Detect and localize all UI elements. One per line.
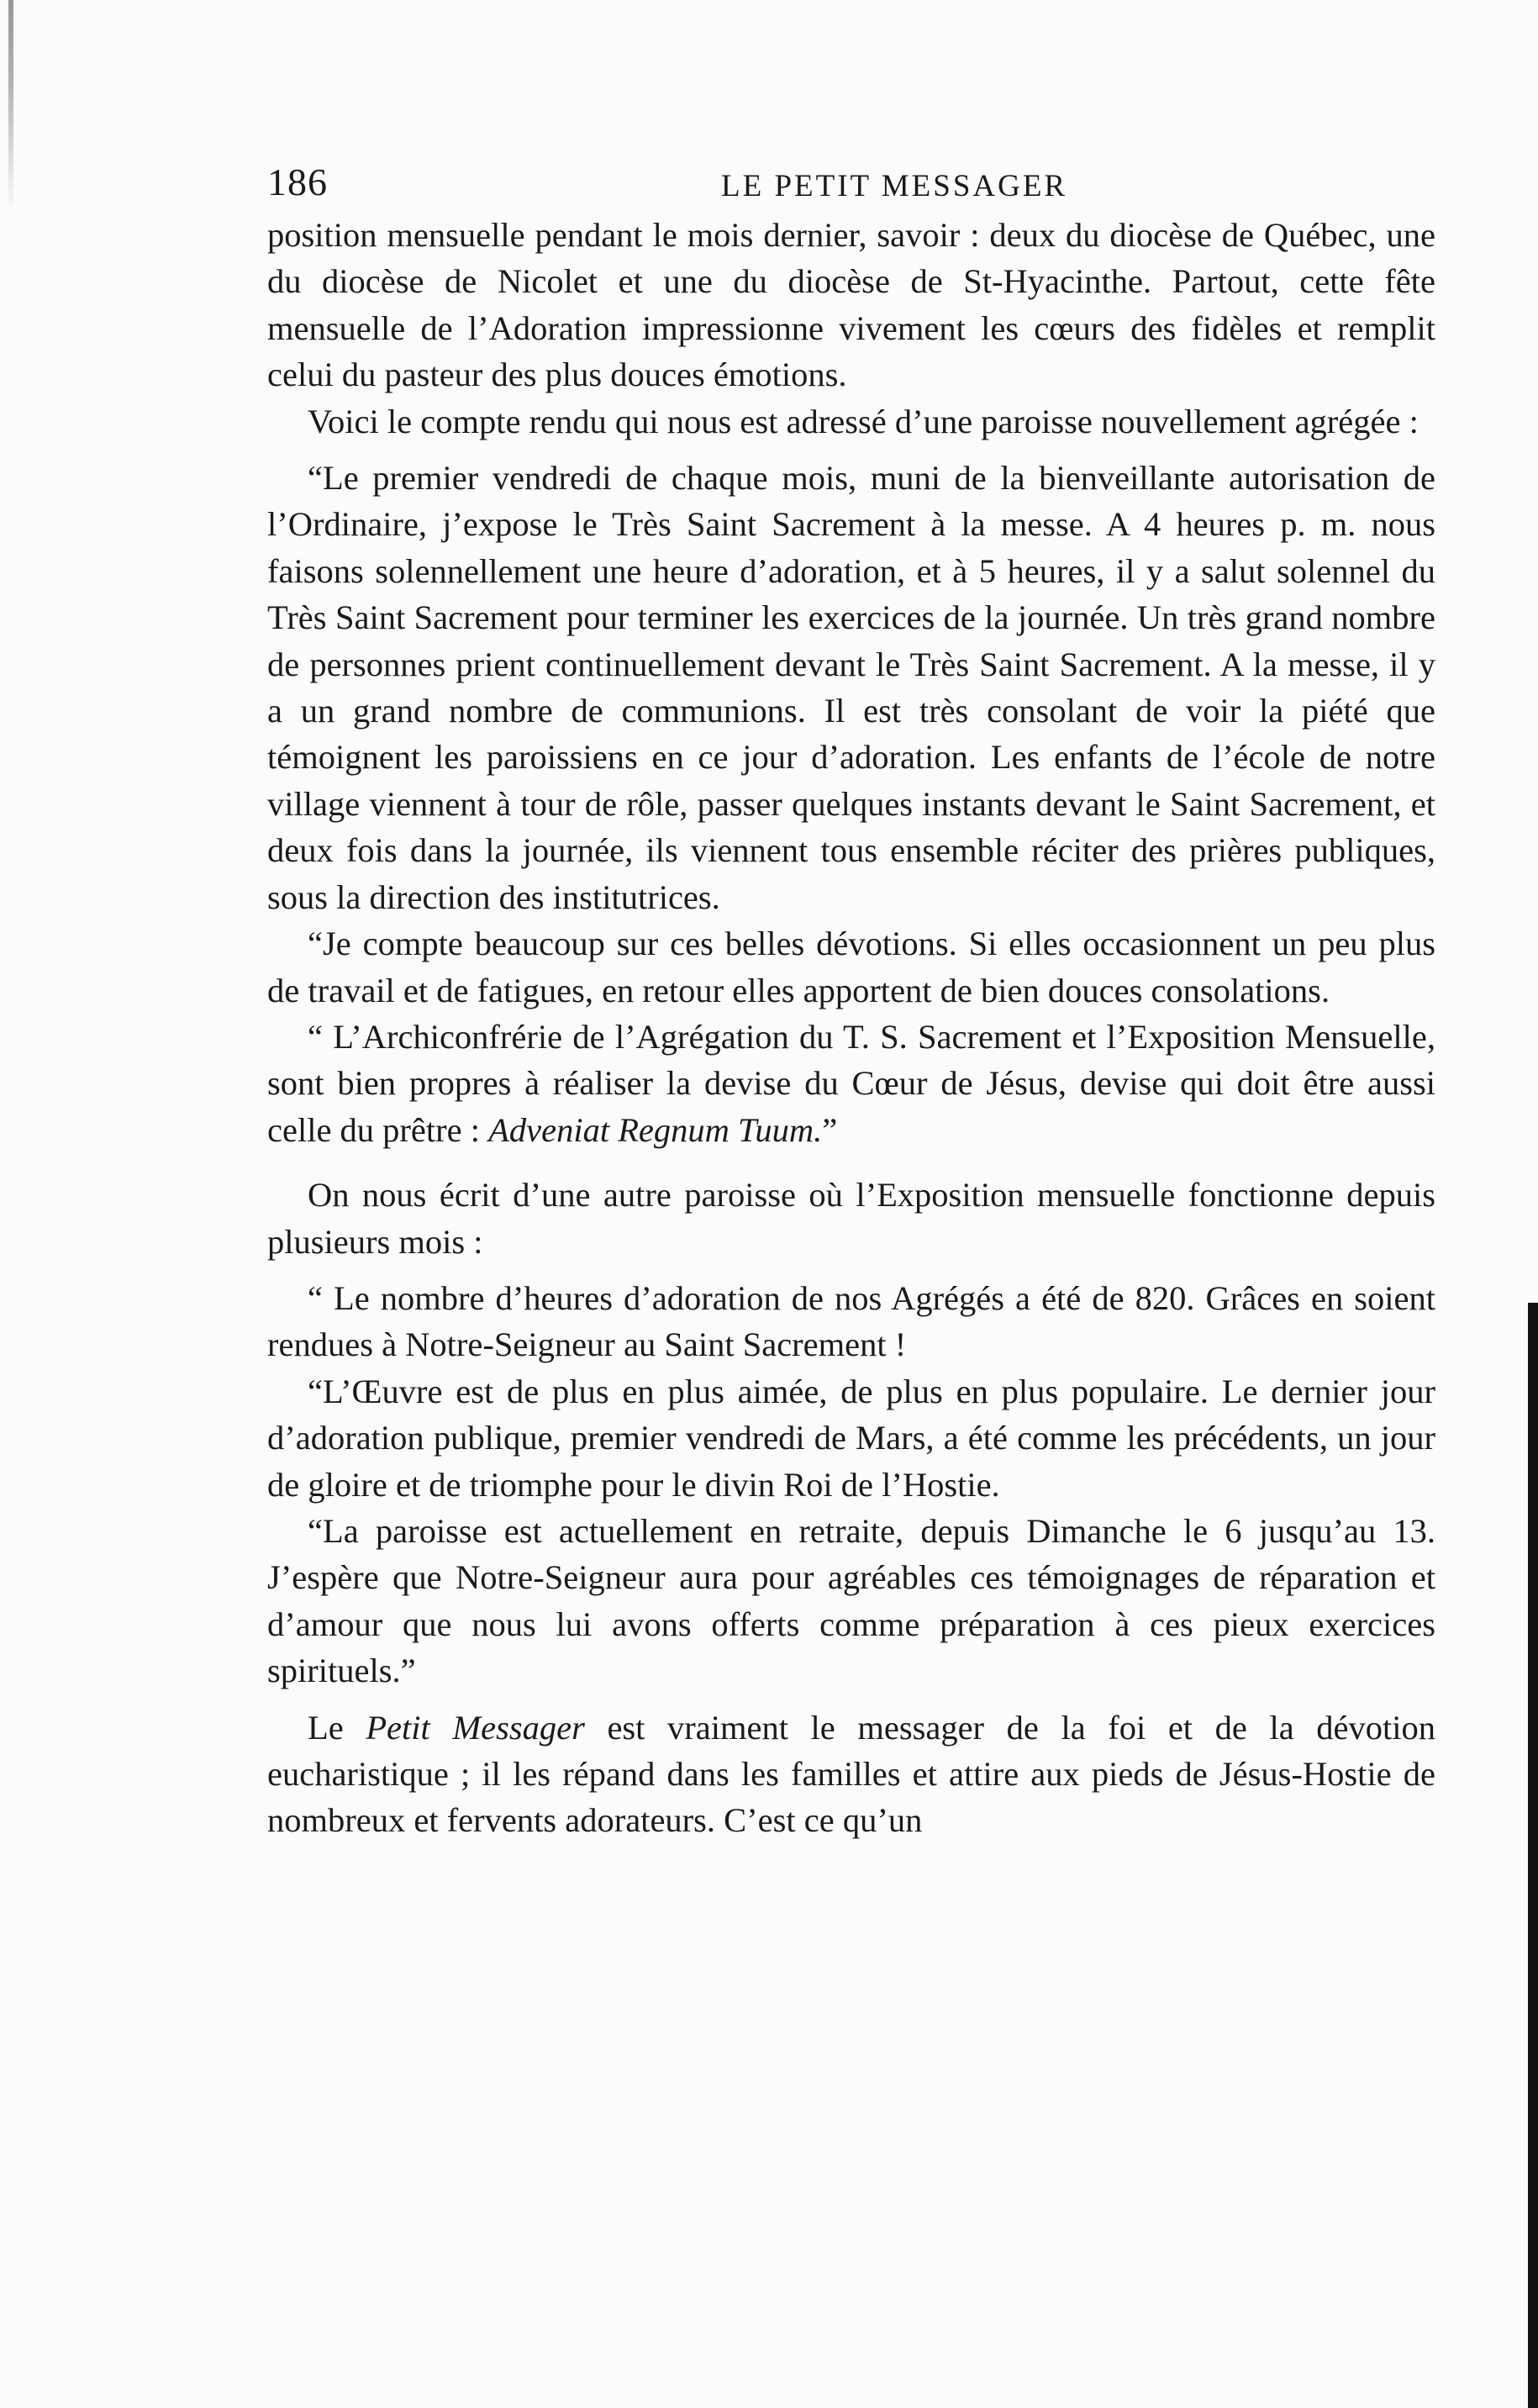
publication-title: Petit Messager <box>366 1708 585 1747</box>
quoted-paragraph: “Le premier vendredi de chaque mois, muni de la bienveillante autorisation de l’Ordinaire, j’expose le Très Saint Sacrement à la messe. A 4 heures p. m. nous faisons solennellement une heure d’adoration, et à 5 heures, il y a salut solennel du Très Saint Sacrement pour terminer les exercices de la journée. Un très grand nombre de personnes prient continuellement devant le Très Saint Sacrement. A la messe, il y a un grand nombre de communions. Il est très consolant de voir la piété que témoignent les paroissiens en ce jour d’adoration. Les enfants de l’école de notre village viennent à tour de rôle, passer quelques instants devant le Saint Sacrement, et deux fois dans la journée, ils viennent tous ensemble réciter des prières publiques, sous la direction des institutrices. <box>267 459 1435 916</box>
paragraph: position mensuelle pendant le mois dernier, savoir : deux du diocèse de Québec, une du diocèse de Nicolet et une du diocèse de St-Hyacinthe. Partout, cette fête mensuelle de l’Adoration impressionne vivement les cœurs des fidèles et remplit celui du pasteur des plus douces émotions. <box>267 216 1435 394</box>
quoted-paragraph: “Je compte beaucoup sur ces belles dévotions. Si elles occasionnent un peu plus de travail et de fatigues, en retour elles apportent de bien douces consolations. <box>267 925 1435 1009</box>
quoted-paragraph: “La paroisse est actuellement en retraite, depuis Dimanche le 6 jusqu’au 13. J’espère que Notre-Seigneur aura pour agréables ces témoignages de réparation et d’amour que nous lui avons offerts comme préparation à ces pieux exercices spirituels.” <box>267 1511 1435 1690</box>
quoted-paragraph: “ Le nombre d’heures d’adoration de nos Agrégés a été de 820. Grâces en soient rendues à Notre-Seigneur au Saint Sacrement ! <box>267 1278 1435 1364</box>
paragraph: On nous écrit d’une autre paroisse où l’Exposition mensuelle fonctionne depuis plusieurs mois : <box>267 1176 1435 1261</box>
paragraph: Voici le compte rendu qui nous est adressé d’une paroisse nouvellement agrégée : <box>308 402 1419 440</box>
paragraph-lead: Le <box>308 1708 344 1747</box>
page-number: 186 <box>267 161 328 203</box>
latin-motto: Adveniat Regnum Tuum. <box>488 1110 823 1149</box>
running-title: LE PETIT MESSAGER <box>721 169 1068 203</box>
paragraph-text: “ L’Archiconfrérie de l’Agrégation du T. S. Sacrement et l’Exposition Mensuelle, sont bien propres à réaliser la devise du Cœur de Jésus, devise qui doit être aussi celle du prêtre : <box>267 1017 1435 1149</box>
page-edge-shadow-right <box>1528 1303 1538 2408</box>
closing-quote: ” <box>822 1110 838 1149</box>
body-text <box>267 212 1435 1844</box>
paragraph <box>267 1705 1435 1844</box>
page-header <box>267 160 1435 212</box>
paragraph-text: est vraiment le messager de la foi et de la dévotion eucharistique ; il les répand dans les familles et attire aux pieds de Jésus-Hostie de nombreux et fervents adorateurs. C’est ce qu’un <box>267 1708 1435 1840</box>
page-edge-shadow <box>8 0 13 210</box>
quoted-paragraph: “L’Œuvre est de plus en plus aimée, de plus en plus populaire. Le dernier jour d’adoration publique, premier vendredi de Mars, a été comme les précédents, un jour de gloire et de triomphe pour le divin Roi de l’Hostie. <box>267 1372 1435 1504</box>
quoted-paragraph <box>267 1014 1435 1153</box>
